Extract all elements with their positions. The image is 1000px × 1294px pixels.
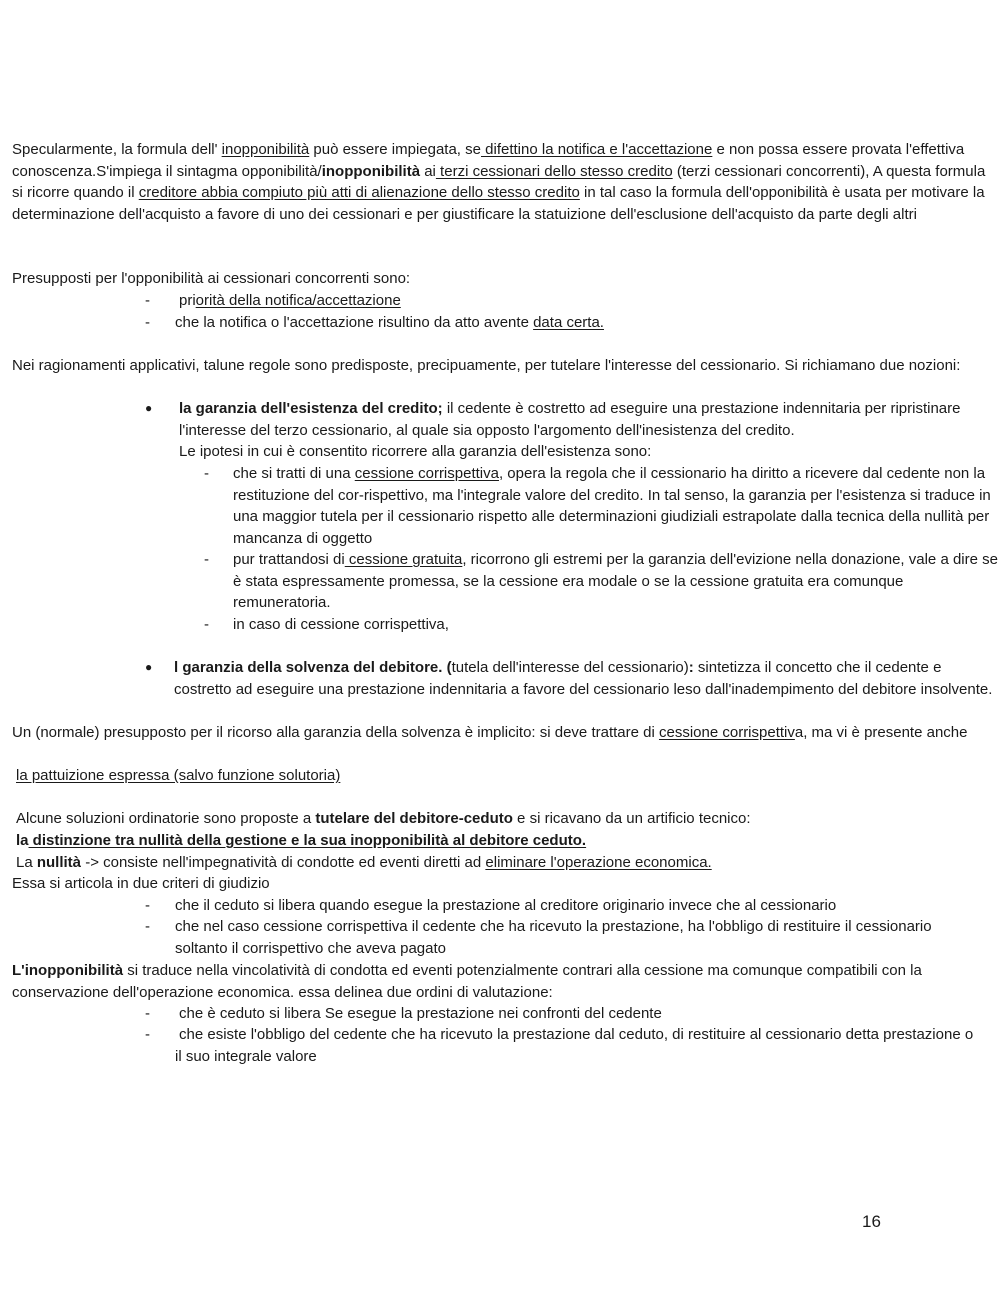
soluzioni-ordinatorie: Alcune soluzioni ordinatorie sono proposte a tutelare del debitore-ceduto e si ricavano da un artificio tecnico: [16, 810, 751, 827]
sub-list-item [204, 614, 1000, 636]
list-item [145, 1003, 1000, 1025]
bold-term: inopponibilità [321, 162, 421, 180]
list-item-text: che la notifica o l'accettazione risultino da atto avente data certa. [175, 314, 604, 331]
underlined-term: difettino la notifica e l'accettazione [481, 141, 713, 158]
list-item-text: che è ceduto si libera Se esegue la prestazione nei confronti del cedente [179, 1005, 662, 1022]
presupposti-intro: Presupposti per l'opponibilità ai cessionari concorrenti sono: [12, 270, 411, 287]
bullet-item-solvenza [145, 657, 1000, 700]
bullet-marker: ● [145, 660, 153, 674]
list-item-text: che il ceduto si libera quando esegue la prestazione al creditore originario invece che al cessionario [175, 897, 837, 914]
dash-marker: - [145, 918, 150, 935]
list-item [145, 1024, 975, 1067]
list-item-text: che esiste l'obbligo del cedente che ha ricevuto la prestazione dal ceduto, di restituire al cessionario detta prestazione o il suo integrale valore [175, 1026, 974, 1065]
dash-marker: - [204, 551, 209, 568]
dash-marker: - [145, 897, 150, 914]
text-run: Specularmente, la formula dell' [12, 141, 222, 158]
underlined-term: creditore abbia compiuto più atti di alienazione dello stesso credito [138, 184, 580, 202]
bullet-text: la garanzia dell'esistenza del credito; il cedente è costretto ad eseguire una prestazione indennitaria per ripristinare l'interesse del terzo cessionario, al quale sia opposto l'argomento dell'inesistenza del credito. [179, 400, 961, 439]
ragionamenti-intro: Nei ragionamenti applicativi, talune regole sono predisposte, precipuamente, per tutelare l'interesse del cessionario. Si richiamano due nozioni: [12, 357, 961, 374]
text-run: e non possa essere provata l'effettiva conoscenza.S'impiega il sintagma opponibilità/ [12, 141, 965, 180]
text-run: può essere impiegata, se [309, 141, 481, 158]
underlined-term: inopponibilità [221, 141, 310, 158]
sub-list-text: pur trattandosi di cessione gratuita, ricorrono gli estremi per la garanzia dell'evizione nella donazione, vale a dire se è stata espressamente promessa, se la cessione era modale o se la cessione gratuita era comunque remuneratoria. [233, 551, 998, 612]
dash-marker: - [145, 292, 150, 309]
inopponibilita-paragraph: L'inopponibilità si traduce nella vincolatività di condotta ed eventi potenzialmente contrari alla cessione ma comunque compatibili con la conservazione dell'operazione economica. essa delinea due ordini di valutazione: [12, 962, 922, 1001]
list-item-text: priorità della notifica/accettazione [179, 292, 401, 309]
dash-marker: - [145, 314, 150, 331]
nullita-line: La nullità -> consiste nell'impegnatività di condotte ed eventi diretti ad eliminare l'operazione economica. [16, 854, 712, 871]
bullet-marker: ● [145, 401, 153, 415]
text-run: (terzi cessionari concorrenti), A questa formula si ricorre quando il [12, 162, 986, 202]
dash-marker: - [145, 1005, 150, 1022]
presupposto-solvenza: Un (normale) presupposto per il ricorso alla garanzia della solvenza è implicito: si deve trattare di cessione corrispettiva, ma vi è presente anche [12, 724, 968, 741]
dash-marker: - [145, 1026, 150, 1043]
bullet-item-esistenza [145, 398, 1000, 463]
sub-list-text: che si tratti di una cessione corrispettiva, opera la regola che il cessionario ha diritto a ricevere dal cedente non la restituzione del cor-rispettivo, ma l'integrale valore del credito. In tal senso, la garanzia per l'esistenza si traduce in una maggior tutela per il cessionario rispetto alle determinazioni giudiziali estrapolate dalla tecnica della nullità per mancanza di oggetto [233, 465, 991, 547]
page-number: 16 [862, 1212, 881, 1231]
list-item [145, 916, 935, 959]
sub-list-item [204, 463, 1000, 549]
criteri-line: Essa si articola in due criteri di giudizio [12, 875, 270, 892]
sub-list-item [204, 549, 1000, 614]
dash-marker: - [204, 465, 209, 482]
bullet-subintro: Le ipotesi in cui è consentito ricorrere alla garanzia dell'esistenza sono: [179, 443, 652, 461]
bullet-text: l garanzia della solvenza del debitore. (tutela dell'interesse del cessionario): sintetizza il concetto che il cedente e costretto ad eseguire una prestazione indennitaria a favore del cessionario leso dall'inadempimento del debitore insolvente. [174, 659, 993, 698]
pattuizione-line: la pattuizione espressa (salvo funzione solutoria) [16, 767, 341, 784]
underlined-term: terzi cessionari dello stesso credito [435, 162, 673, 180]
dash-marker: - [204, 616, 209, 633]
text-run: ai [420, 162, 436, 180]
sub-list-text: in caso di cessione corrispettiva, [233, 616, 449, 633]
list-item-text: che nel caso cessione corrispettiva il cedente che ha ricevuto la prestazione, ha l'obbligo di restituire il cessionario soltanto il corrispettivo che aveva pagato [175, 918, 932, 957]
text-run: in tal caso la formula dell'opponibilità è usata per motivare la determinazione dell'acquisto a favore di uno dei cessionari e per giustificare la statuizione dell'esclusione dell'acquisto da parte degli altri [12, 184, 985, 223]
paragraph-inopponibilita [12, 139, 986, 225]
list-item [145, 895, 1000, 917]
distinzione-line: la distinzione tra nullità della gestione e la sua inopponibilità al debitore ceduto. [16, 832, 587, 849]
